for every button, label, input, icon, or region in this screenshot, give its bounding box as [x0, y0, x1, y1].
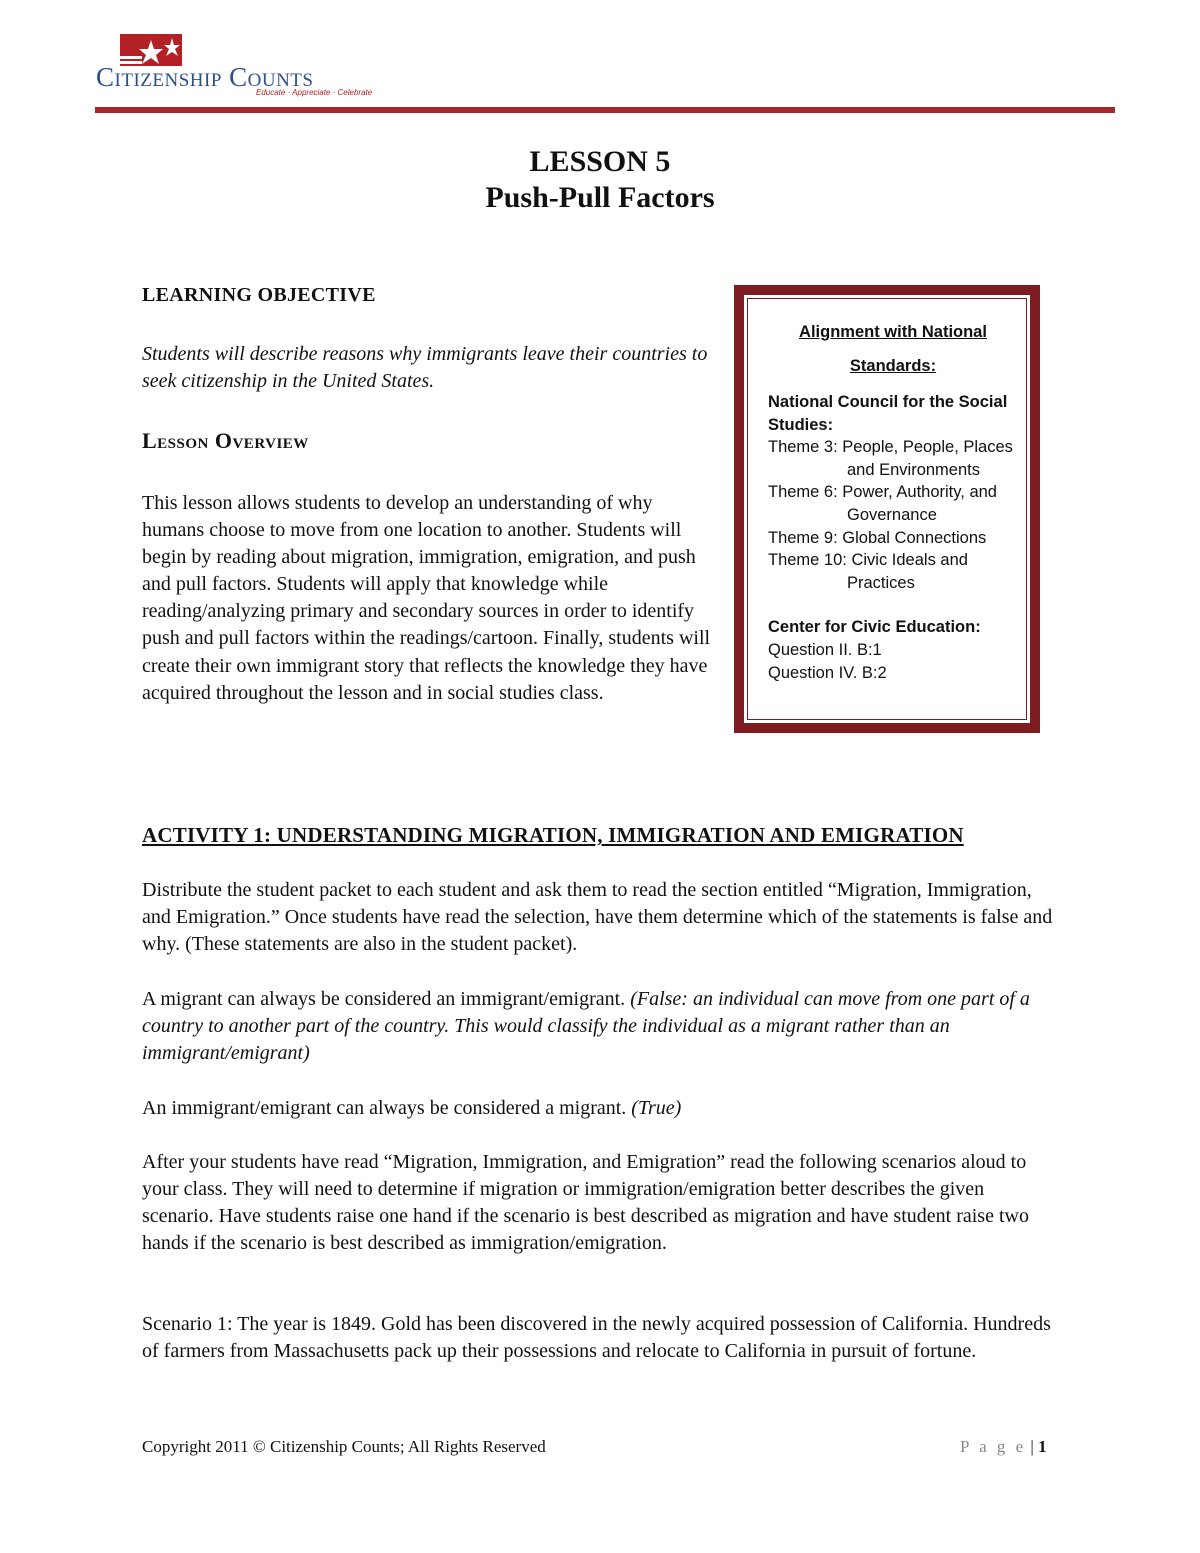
- logo: [96, 30, 386, 100]
- statement-2-answer: (True): [631, 1097, 682, 1119]
- lesson-number: LESSON 5: [529, 145, 671, 178]
- page-separator: |: [1026, 1437, 1039, 1456]
- footer-page-number: [960, 1437, 1047, 1457]
- standards-question: Question II. B:1: [768, 640, 882, 659]
- activity-intro: Distribute the student packet to each student and ask them to read the section entitled “Migration, Immigration, and Emigration.” Once students have read the selection, have them determine which of the statements is false and why. (These statements are also in the student packet).: [142, 879, 1053, 956]
- logo-text: Citizenship Counts: [96, 62, 314, 92]
- page-number: 1: [1038, 1437, 1047, 1456]
- statement-2-text: An immigrant/emigrant can always be considered a migrant.: [142, 1097, 632, 1119]
- standards-theme: Theme 9: Global Connections: [768, 528, 987, 547]
- learning-objective-heading: LEARNING OBJECTIVE: [142, 284, 376, 306]
- statement-1: [142, 986, 1062, 1067]
- standards-theme: Theme 10: Civic Ideals and Practices: [768, 551, 968, 592]
- statement-2: [142, 1095, 1062, 1122]
- standards-question: Question IV. B:2: [768, 663, 887, 682]
- statement-1-answer: (False: an individual can move from one part of a country to another part of the country. This would classify the individual as a migrant rather than an immigrant/emigrant): [142, 988, 1030, 1065]
- standards-org-ncss: National Council for the Social Studies:: [768, 393, 1008, 434]
- standards-org-cce: Center for Civic Education:: [768, 618, 981, 637]
- standards-title-line2: Standards:: [849, 357, 937, 375]
- footer-copyright: Copyright 2011 © Citizenship Counts; All Rights Reserved: [142, 1437, 546, 1456]
- standards-box: [734, 285, 1040, 733]
- standards-theme: Theme 6: Power, Authority, and Governance: [768, 483, 997, 524]
- lesson-title: Push-Pull Factors: [485, 181, 715, 214]
- scenario-intro: After your students have read “Migration, Immigration, and Emigration” read the following scenarios aloud to your class. They will need to determine if migration or immigration/emigration better describes the given scenario. Have students raise one hand if the scenario is best described as migration and have student raise two hands if the scenario is best described as immigration/emigration.: [142, 1151, 1029, 1255]
- activity-heading: ACTIVITY 1: UNDERSTANDING MIGRATION, IMMIGRATION AND EMIGRATION: [142, 823, 964, 847]
- standards-title-line1: Alignment with National: [799, 323, 987, 341]
- learning-objective-text: Students will describe reasons why immigrants leave their countries to seek citizenship in the United States.: [142, 343, 708, 392]
- page-label: P a g e: [960, 1437, 1027, 1456]
- header-divider: [95, 107, 1115, 113]
- scenario-1: Scenario 1: The year is 1849. Gold has been discovered in the newly acquired possession of California. Hundreds of farmers from Massachusetts pack up their possessions and relocate to California in pursuit of fortune.: [142, 1313, 1051, 1363]
- standards-content: [768, 315, 1018, 684]
- standards-theme: Theme 3: People, People, Places and Environments: [768, 438, 1013, 479]
- lesson-overview-text: This lesson allows students to develop an understanding of why humans choose to move from one location to another. Students will begin by reading about migration, immigration, emigration, and push and pull factors. Students will apply that knowledge while reading/analyzing primary and secondary sources in order to identify push and pull factors within the readings/cartoon. Finally, students will create their own immigrant story that reflects the knowledge they have acquired throughout the lesson and in social studies class.: [142, 492, 711, 704]
- statement-1-text: A migrant can always be considered an immigrant/emigrant.: [142, 988, 631, 1010]
- lesson-overview-heading: Lesson Overview: [142, 428, 309, 453]
- logo-tagline: Educate · Appreciate · Celebrate: [256, 88, 373, 97]
